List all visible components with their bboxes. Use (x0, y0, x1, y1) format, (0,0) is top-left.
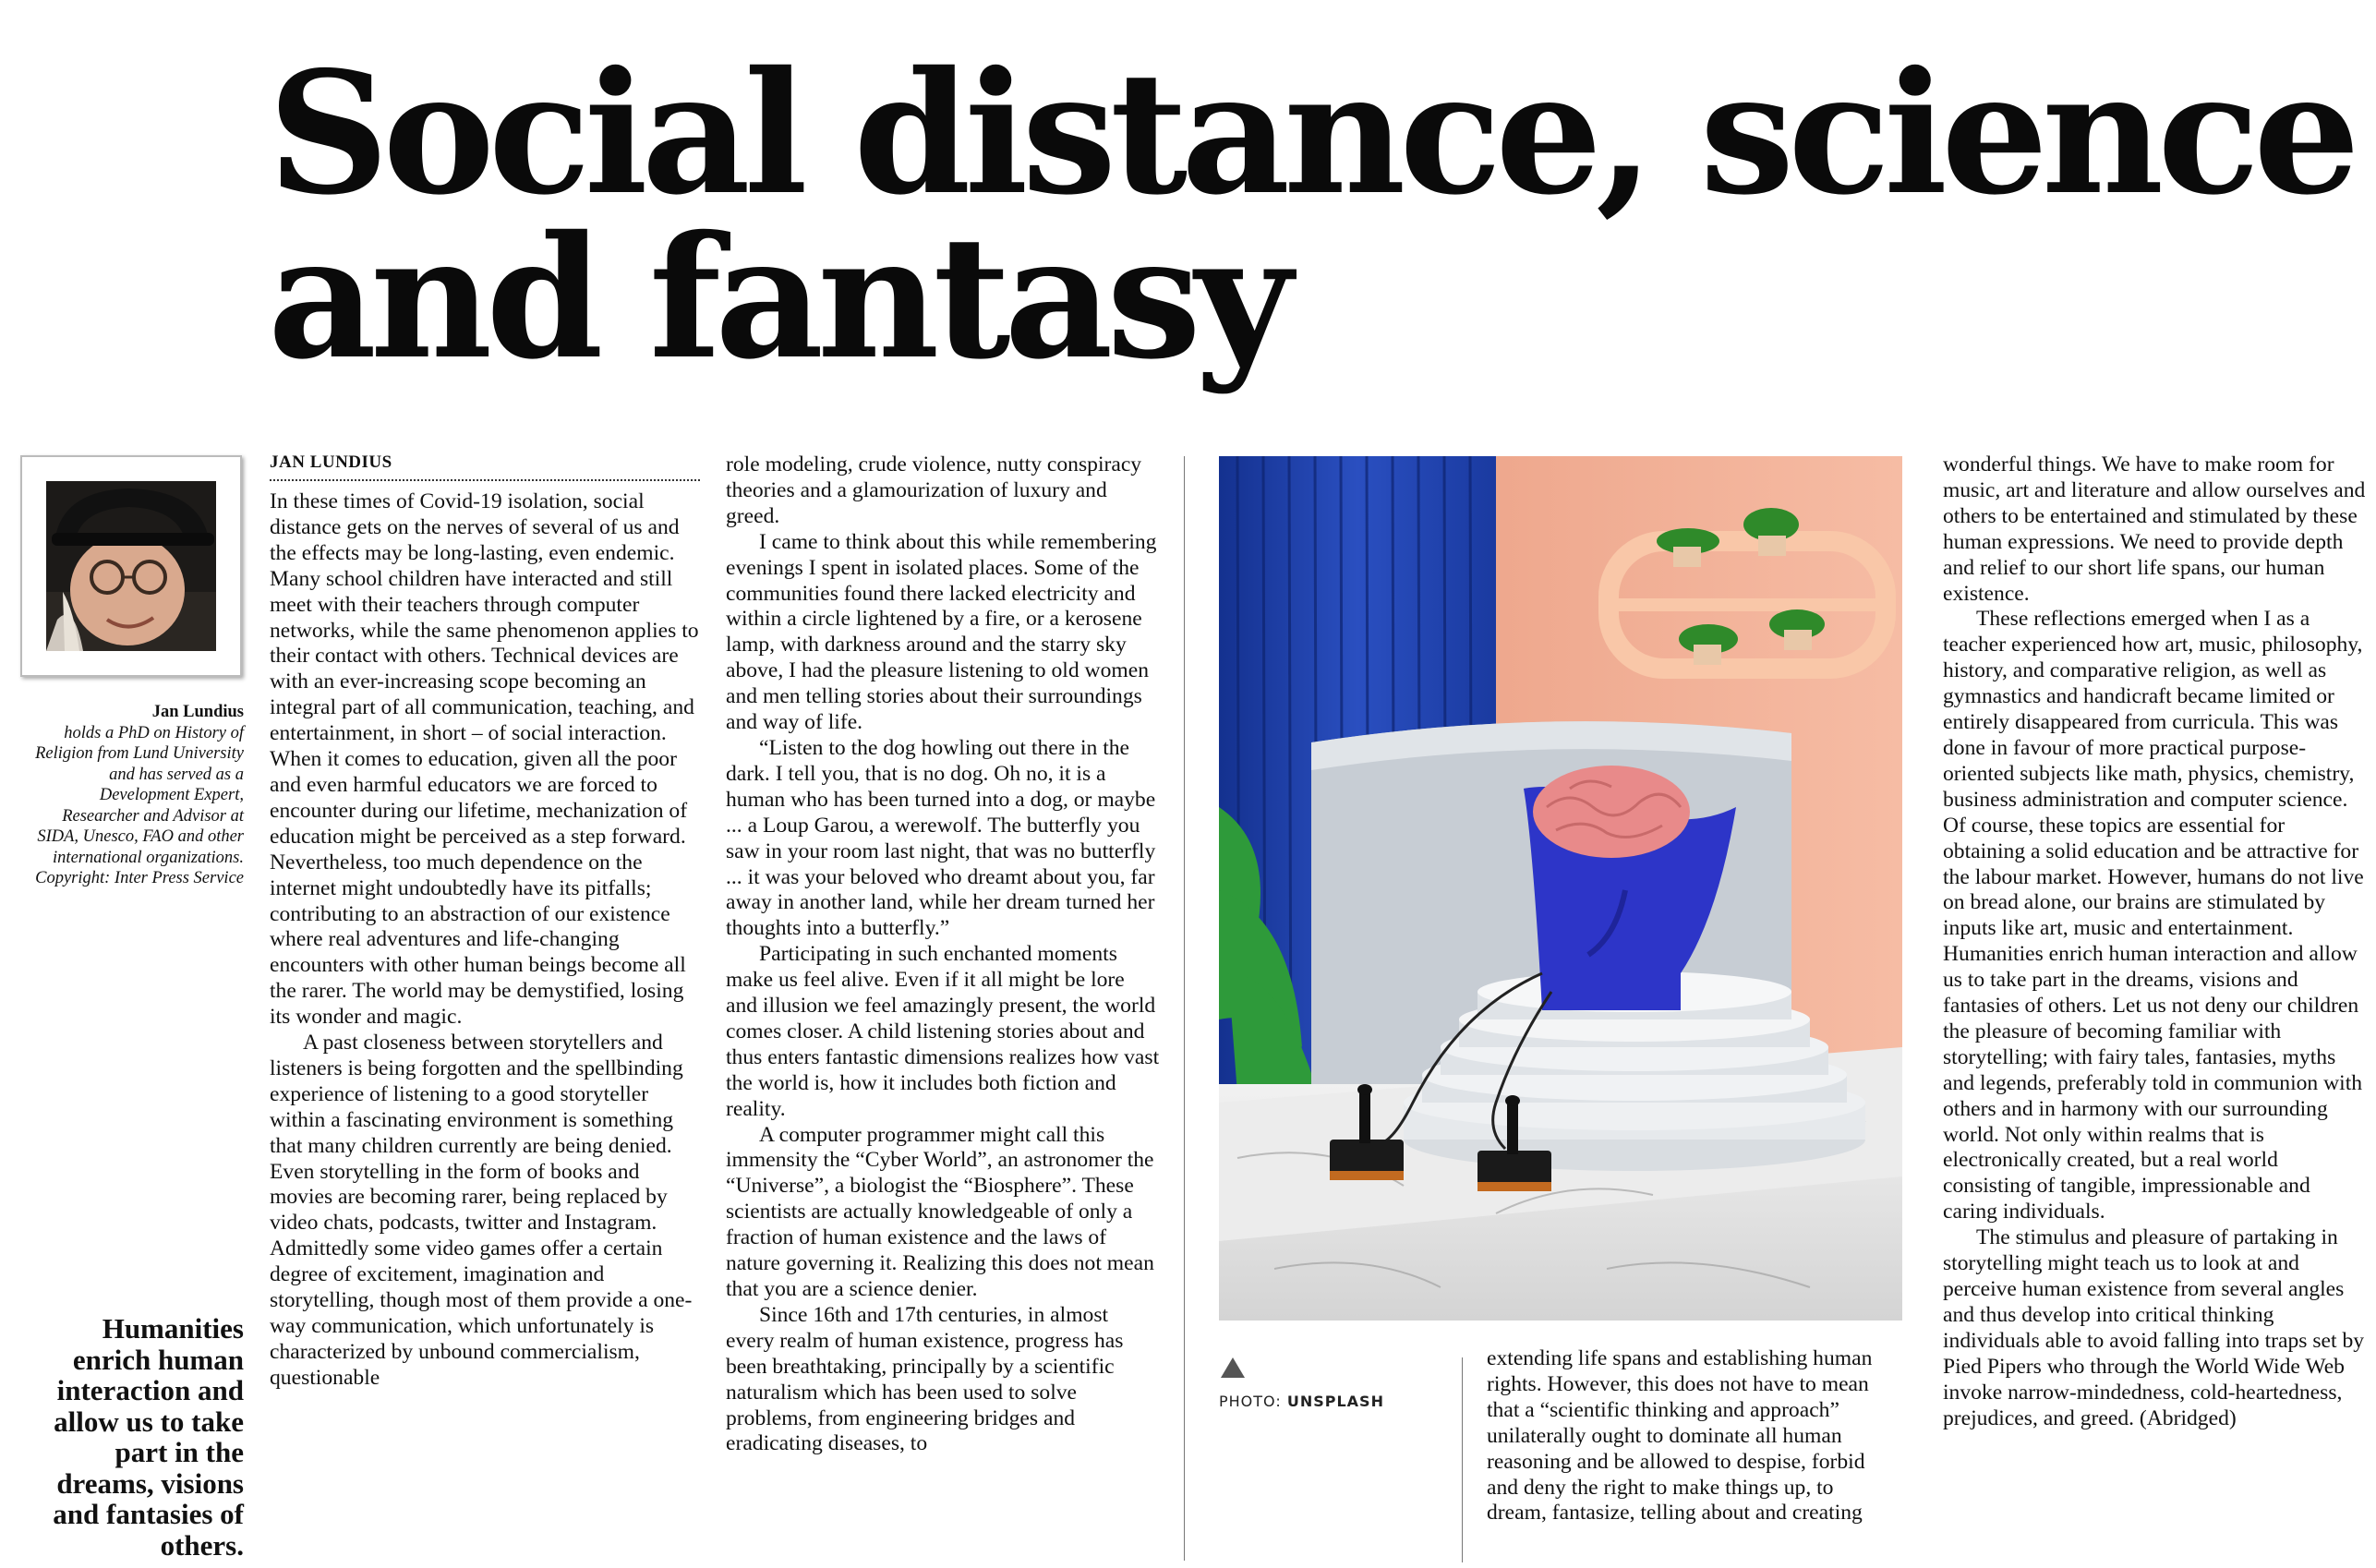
author-photo (46, 481, 216, 651)
headline (268, 34, 2364, 396)
author-bio-name: Jan Lundius (151, 703, 244, 721)
headline-line-2: and fantasy (268, 199, 1286, 396)
author-bio (18, 702, 244, 889)
headline-line-1: Social distance, science (268, 34, 2354, 232)
byline: JAN LUNDIUS (270, 452, 700, 481)
author-bio-text: holds a PhD on History of Religion from Lund University and has served as a Development Expert, Researcher and Advisor at SIDA, Unesco, FAO and other international organizations. Copyright: Inter Press Service (35, 723, 244, 887)
photo-credit-triangle-icon (1221, 1357, 1245, 1378)
paragraph: A past closeness between storytellers and listeners is being forgotten and the spellbinding experience of listening to a good storyteller within a fascinating environment is something that many children currently are being denied. Even storytelling in the form of books and movies are becoming rarer, being replaced by video chats, podcasts, twitter and Instagram. Admittedly some video games offer a certain degree of excitement, imagination and storytelling, though most of them provide a one-way communication, which unfortunately is characterized by unbound commercialism, questionable (270, 1031, 693, 1390)
paragraph: role modeling, crude violence, nutty conspiracy theories and a glamourization of luxury and greed. (726, 452, 1142, 528)
column-divider (1184, 456, 1185, 1561)
paragraph: In these times of Covid-19 isolation, social distance gets on the nerves of several of us and the effects may be long-lasting, even endemic. Many school children have interacted and still meet with their teachers through computer networks, while the same phenomenon applies to their contact with others. Technical devices are with an ever-increasing scope becoming an integral part of all communication, teaching, and entertainment, in short – of social interaction. When it comes to education, given all the poor and even harmful educators we are forced to encounter during our lifetime, mechanization of education might be perceived as a step forward. Nevertheless, too much dependence on the internet might undoubtedly have its pitfalls; contributing to an abstraction of our existence where real adventures and life-changing encounters with other human beings become all the rarer. The world may be demystified, losing its wonder and magic. (270, 489, 699, 1030)
paragraph: I came to think about this while remembering evenings I spent in isolated places. Some of the communities found there lacked electricity and within a circle lightened by a fire, or a kerosene lamp, with darkness around and the starry sky above, I had the pleasure listening to old women and men telling stories about their surroundings and way of life. (726, 529, 1157, 735)
paragraph: These reflections emerged when I as a teacher experienced how art, music, philosophy, history, and comparative religion, as well as gymnastics and handicraft became limited or entirely disappeared from curricula. This was done in favour of more practical purpose-oriented subjects like math, physics, chemistry, business administration and computer science. Of course, these topics are essential for obtaining a solid education and be attractive for the labour market. However, humans do not live on bread alone, our brains are stimulated by inputs like art, music and entertainment. Humanities enrich human interaction and allow us to take part in the dreams, visions and fantasies of others. Let us not deny our children the pleasure of becoming familiar with storytelling; with fairy tales, fantasies, myths and legends, preferably told in communion with others and in harmony with our surrounding world. Not only within realms that is electronically created, but a real world consisting of tangible, impressionable and caring individuals. (1943, 607, 2364, 1224)
paragraph: A computer programmer might call this immensity the “Cyber World”, an astronomer the “Universe”, a biologist the “Biosphere”. These scientists are actually knowledgeable of only a fraction of human existence and the laws of nature governing it. Realizing this does not mean that you are a science denier. (726, 1122, 1154, 1301)
article-column-3 (1487, 1346, 1889, 1564)
paragraph: extending life spans and establishing human rights. However, this does not have to mean that a “scientific thinking and approach” unilaterally ought to dominate all human reasoning and be allowed to despise, forbid and deny the right to make things up, to dream, fantasize, telling about and creating (1487, 1346, 1873, 1526)
paragraph: wonderful things. We have to make room for music, art and literature and allow ourselves and others to be entertained and stimulated by these human expressions. We need to provide depth and relief to our short life spans, our human existence. (1943, 452, 2366, 606)
photo-credit-source: UNSPLASH (1286, 1393, 1384, 1410)
article-photo (1219, 456, 1902, 1321)
article-column-1 (270, 489, 704, 1562)
column-divider (1462, 1357, 1463, 1562)
paragraph: The stimulus and pleasure of partaking in storytelling might teach us to look at and perceive human existence from several angles and thus develop into critical thinking individuals able to avoid falling into traps set by Pied Pipers who through the World Wide Web invoke narrow-mindedness, cold-heartedness, prejudices, and greed. (Abridged) (1943, 1225, 2365, 1430)
pull-quote: Humanities enrich human interaction and allow us to take part in the dreams, visions and fantasies of others. (53, 1312, 244, 1562)
author-portrait (20, 455, 242, 677)
paragraph: Since 16th and 17th centuries, in almost every realm of human existence, progress has been breathtaking, principally by a scientific naturalism which has been used to solve problems, from engineering bridges and eradicating diseases, to (726, 1302, 1124, 1456)
paragraph: Participating in such enchanted moments make us feel alive. Even if it all might be lore and illusion we feel amazingly present, the world comes closer. A child listening stories about and thus enters fantastic dimensions realizes how vast the world is, how it includes both fiction and reality. (726, 942, 1160, 1121)
photo-credit (1219, 1393, 1384, 1410)
article-column-2 (726, 452, 1160, 1562)
article-column-4 (1943, 452, 2370, 1562)
photo-credit-label: PHOTO: (1219, 1393, 1282, 1410)
paragraph: “Listen to the dog howling out there in the dark. I tell you, that is no dog. Oh no, it is a human who has been turned into a dog, or maybe ... a Loup Garou, a werewolf. The butterfly you saw in your room last night, that was no butterfly ... it was your beloved who dreamt about you, far away in another land, while her dream turned her thoughts into a butterfly.” (726, 735, 1156, 941)
